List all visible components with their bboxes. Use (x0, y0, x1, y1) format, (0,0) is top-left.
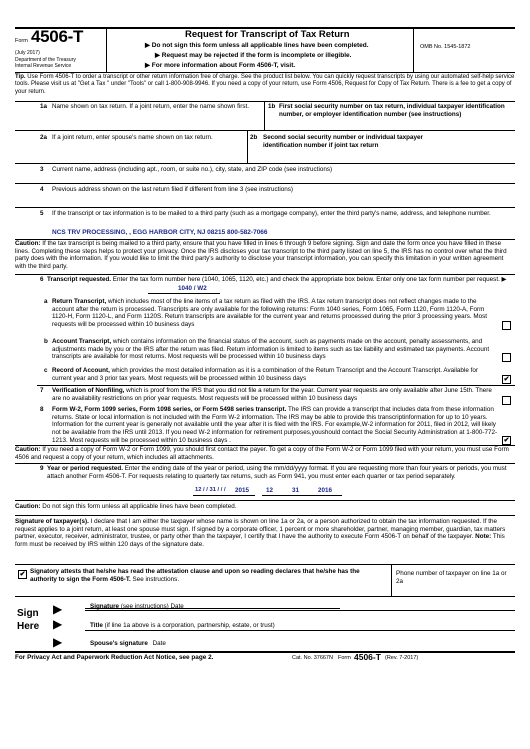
line-6-rule (37, 385, 515, 386)
form-label: Form (15, 38, 28, 44)
line-8-block (52, 406, 502, 444)
omb-number: OMB No. 1545-1872 (420, 44, 471, 50)
title-sub: (if line 1a above is a corporation, partnership, estate, or trust) (104, 622, 275, 629)
title-caption[interactable] (90, 622, 275, 630)
line-1b-label: First social security number on tax return, individual taxpayer identification number, or employer identification number (see instructions) (279, 103, 505, 118)
period-2-year: 2016 (318, 487, 333, 494)
header-divider-left (106, 27, 107, 72)
spouse-caption[interactable] (90, 640, 166, 648)
tip-rule (15, 101, 515, 102)
footer-form-number: 4506-T (354, 652, 381, 662)
line-6c-letter: c (44, 367, 48, 374)
title-rule (85, 630, 515, 631)
caution-1-label: Caution: (15, 240, 41, 247)
line-3-number: 3 (40, 166, 44, 173)
tip-text: Use Form 4506-T to order a transcript or other return information free of charge. See the product list below. You can quickly request transcripts by using our automated self-help service tools. Please visit us at "Get a Tax " under "Tools" or call 1-800-908-9946. If you need a copy of your return, use Form 4506, Request for Copy of Tax Return. There is a fee to get a copy of your return. (15, 74, 515, 95)
signature-label: Signature (90, 603, 120, 610)
line-8-text: The IRS can provide a transcript that includes data from these information returns. State or local information is not included with the Form W-2 information. The IRS may be able to provide this transcriptinformation for up to 10 years. Information for the current year is generally not available until the year after it is filed with the IRS. For example,W-2 information for 2011, filed in 2012, will likely not be available from the IRS until 2013. If you need W-2 information for retirement purposes,youshould contact the Social Security Administration at 1-800-772-1213. Most requests will be processed within 10 business days . (52, 406, 498, 444)
record-of-account-checkbox[interactable]: ✔ (503, 376, 510, 383)
period-2-month: 12 (266, 487, 274, 494)
phone-label: Phone number of taxpayer on line 1a or 2a (396, 570, 507, 585)
line-8-label: Form W-2, Form 1099 series, Form 1098 series, or Form 5498 series transcript. (52, 406, 287, 413)
line-7-block (52, 387, 496, 402)
w2-transcript-checkbox[interactable]: ✔ (503, 437, 510, 444)
line-2-divider (247, 130, 248, 163)
line-5-value[interactable]: NCS TRV PROCESSING, , EGG HARBOR CITY, NJ 08215 800-582-7066 (52, 229, 268, 236)
department: Department of the Treasury (15, 57, 76, 63)
caution-1-text: If the tax transcript is being mailed to a third party, ensure that you have filled in lines 6 through 9 before signing. Sign and date the form once you have filled in these lines. Completing these steps helps to protect your privacy. Once the IRS discloses your tax transcript to the third party listed on line 5, the IRS has no control over what the third party does with the information. If you would like to limit the third party's authority to disclose your transcript information, you can specify this limitation in your written agreement with the third party. (15, 240, 507, 271)
caution-3-label: Caution: (15, 503, 41, 510)
line-3-label: Current name, address (including apt., room, or suite no.), city, state, and ZIP code (see instructions) (52, 166, 333, 173)
return-transcript-checkbox[interactable] (502, 321, 511, 330)
line-4-rule[interactable] (15, 207, 515, 208)
line-6a-letter: a (44, 298, 48, 305)
line-9-text: Enter the ending date of the year or period, using the mm/dd/yyyy format. If you are requesting more than four years or periods, you must attach another Form 4506-T. For requests relating to quarterly tax returns, such as Form 941, you must enter each quarter or tax period separately. (47, 465, 507, 480)
header-bottom-rule (15, 72, 515, 73)
attestation-text: Signatory attests that he/she has read the attestation clause and upon so reading declares that he/she has the authority to sign the Form 4506-T. (30, 568, 360, 583)
privacy-notice: For Privacy Act and Paperwork Reduction Act Notice, see page 2. (15, 654, 214, 661)
spouse-label: Spouse's signature (90, 640, 148, 647)
line-3-rule[interactable] (15, 183, 515, 184)
line-6c-label: Record of Account, (52, 367, 110, 374)
signature-declaration-label: Signature of taxpayer(s). (15, 518, 89, 525)
caution-1-rule (15, 274, 515, 275)
line-6c-block (52, 367, 496, 382)
line-6-label: Transcript requested. (47, 276, 112, 283)
signature-arrow-icon: ▶ (53, 602, 63, 616)
title-arrow-icon: ▶ (53, 617, 63, 631)
instruction-bullet-2: ▶ Request may be rejected if the form is incomplete or illegible. (155, 52, 352, 59)
period-2-day: 31 (292, 487, 300, 494)
line-2-rule[interactable] (15, 163, 515, 164)
declaration-rule (15, 564, 515, 565)
sign-label: Sign (17, 608, 39, 619)
line-7-label: Verification of Nonfiling, (52, 387, 125, 394)
line-6c-text: which provides the most detailed information as it is a combination of the Return Transcript and the Account Transcript. Available for current year and 3 prior tax years. Most requests will be processed within 10 business days (52, 367, 478, 382)
verification-of-nonfiling-checkbox[interactable] (502, 396, 511, 405)
period-1-field[interactable] (193, 486, 255, 496)
line-2a-number: 2a (40, 134, 48, 141)
signature-declaration-text: I declare that I am either the taxpayer whose name is shown on line 1a or 2a, or a person authorized to obtain the tax information requested. If the request applies to a joint return, at least one spouse must sign. If signed by a corporate officer, 1 percent or more shareholder, partner, managing member, guardian, tax matters partner, executor, receiver, administrator, trustee, or party other than the taxpayer, I certify that I have the authority to execute Form 4506-T on behalf of the taxpayer. (15, 518, 506, 541)
form-page (15, 0, 515, 749)
sign-bottom-rule (15, 651, 515, 653)
caution-3-block (15, 503, 237, 511)
line-4-number: 4 (40, 186, 44, 193)
line-2b-label: Second social security number or individual taxpayer identification number if joint tax return (263, 134, 423, 149)
caution-2-rule (15, 463, 515, 464)
footer-revision: (Rev. 7-2017) (385, 655, 419, 661)
line-6-text (47, 276, 507, 284)
footer-form-label: Form (338, 655, 351, 661)
line-6-number: 6 (40, 276, 44, 283)
phone-divider (391, 564, 392, 596)
period-1-year: 2015 (235, 487, 250, 494)
note-text: This form must be received by IRS within 120 days of the signature date. (15, 533, 505, 549)
caution-3-rule (15, 515, 515, 516)
title-label: Title (90, 622, 103, 629)
period-2-field[interactable] (262, 486, 342, 496)
tax-form-number-value: 1040 / W2 (178, 285, 207, 292)
spouse-date-label: Date (152, 640, 166, 647)
line-1a-label: Name shown on tax return. If a joint return, enter the name shown first. (52, 103, 250, 110)
line-6a-label: Return Transcript, (52, 298, 107, 305)
line-6b-block (52, 338, 496, 361)
caution-2-text: If you need a copy of Form W-2 or Form 1099, you should first contact the payer. To get a copy of the Form W-2 or Form 1099 filed with your return, you must use Form 4506 and request a copy of your return, which includes all attachments. (15, 446, 509, 461)
tip-label: Tip. (15, 74, 26, 80)
note-label: Note: (475, 533, 492, 541)
line-9-number: 9 (40, 465, 44, 472)
attestation-block (30, 568, 375, 583)
line-9-rule (15, 500, 515, 501)
signature-sub: (see instructions) (120, 603, 169, 610)
catalog-number: Cat. No. 37667N (292, 655, 333, 661)
line-4-label: Previous address shown on the last return filed if different from line 3 (see instructions) (52, 186, 294, 193)
line-6a-text: which includes most of the line items of a tax return as filed with the IRS. A tax return transcript does not reflect changes made to the account after the return is processed. Transcripts are only available for the following returns: Form 1040 series, Form 1065, Form 1120, Form 1120-A, Form 1120-H, Form 1120-L, and Form 1120S. Return transcripts are available for the current year and returns processed during the prior 3 processing years. Most requests will be processed within 10 business days (52, 298, 488, 329)
line-6-instruction: Enter the tax form number here (1040, 1065, 1120, etc.) and check the appropriate box below. Enter only one tax form number per request. ▶ (112, 276, 507, 283)
account-transcript-checkbox[interactable] (502, 353, 511, 362)
attestation-see: See instructions. (132, 575, 180, 583)
line-1a-number: 1a (40, 103, 48, 110)
tip-block (15, 74, 515, 96)
line-7-number: 7 (40, 387, 44, 394)
line-7-text: which is proof from the IRS that you did not file a return for the year. Current year requests are only available after June 15th. There are no availability restrictions on prior year requests. Most requests will be processed within 10 business days (52, 387, 492, 402)
period-1-value: 12 / / 31 / / / (195, 487, 226, 493)
tax-form-number-field[interactable] (148, 284, 220, 294)
line-5-label: If the transcript or tax information is to be mailed to a third party (such as a mortgage company), enter the third party's name, address, and telephone number. (52, 210, 491, 217)
line-1-rule[interactable] (15, 130, 515, 131)
line-5-number: 5 (40, 210, 44, 217)
line-9-block (47, 465, 509, 480)
caution-2-label: Caution: (15, 446, 41, 453)
line-9-label: Year or period requested. (47, 465, 123, 472)
caution-3-text: Do not sign this form unless all applicable lines have been completed. (42, 503, 237, 510)
caution-1-block (15, 240, 515, 271)
here-label: Here (17, 621, 40, 632)
signature-declaration (15, 518, 515, 549)
signature-rule (85, 610, 515, 611)
line-8-number: 8 (40, 406, 44, 413)
instruction-bullet-3: ▶ For more information about Form 4506-T, visit. (145, 62, 296, 69)
line-2a-label: If a joint return, enter spouse's name shown on tax return. (52, 134, 213, 141)
instruction-bullet-1: ▶ Do not sign this form unless all applicable lines have been completed. (145, 42, 369, 49)
line-6a-block (52, 298, 496, 329)
form-number: 4506-T (31, 27, 84, 46)
caution-2-block (15, 446, 515, 461)
line-1b-number: 1b (268, 103, 276, 110)
signature-date-label: Date (170, 603, 184, 610)
line-6b-label: Account Transcript, (52, 338, 112, 345)
form-revision: (July 2017) (15, 50, 40, 56)
service: Internal Revenue Service (15, 63, 72, 69)
form-title: Request for Transcript of Tax Return (185, 29, 350, 40)
attestation-checkbox[interactable]: ✔ (19, 571, 26, 578)
line-6b-text: which contains information on the financial status of the account, such as payments made on the account, penalty assessments, and adjustments made by you or the IRS after the return was filed. Return information is limited to items such as tax liability and estimated tax payments. Account transcripts are available for most returns. Most requests will be processed within 10 business days (52, 338, 490, 361)
line-2b-number: 2b (250, 134, 258, 141)
header-divider-right (413, 27, 414, 72)
spouse-arrow-icon: ▶ (53, 635, 63, 649)
line-1-divider (264, 101, 265, 130)
line-6b-letter: b (44, 338, 48, 345)
